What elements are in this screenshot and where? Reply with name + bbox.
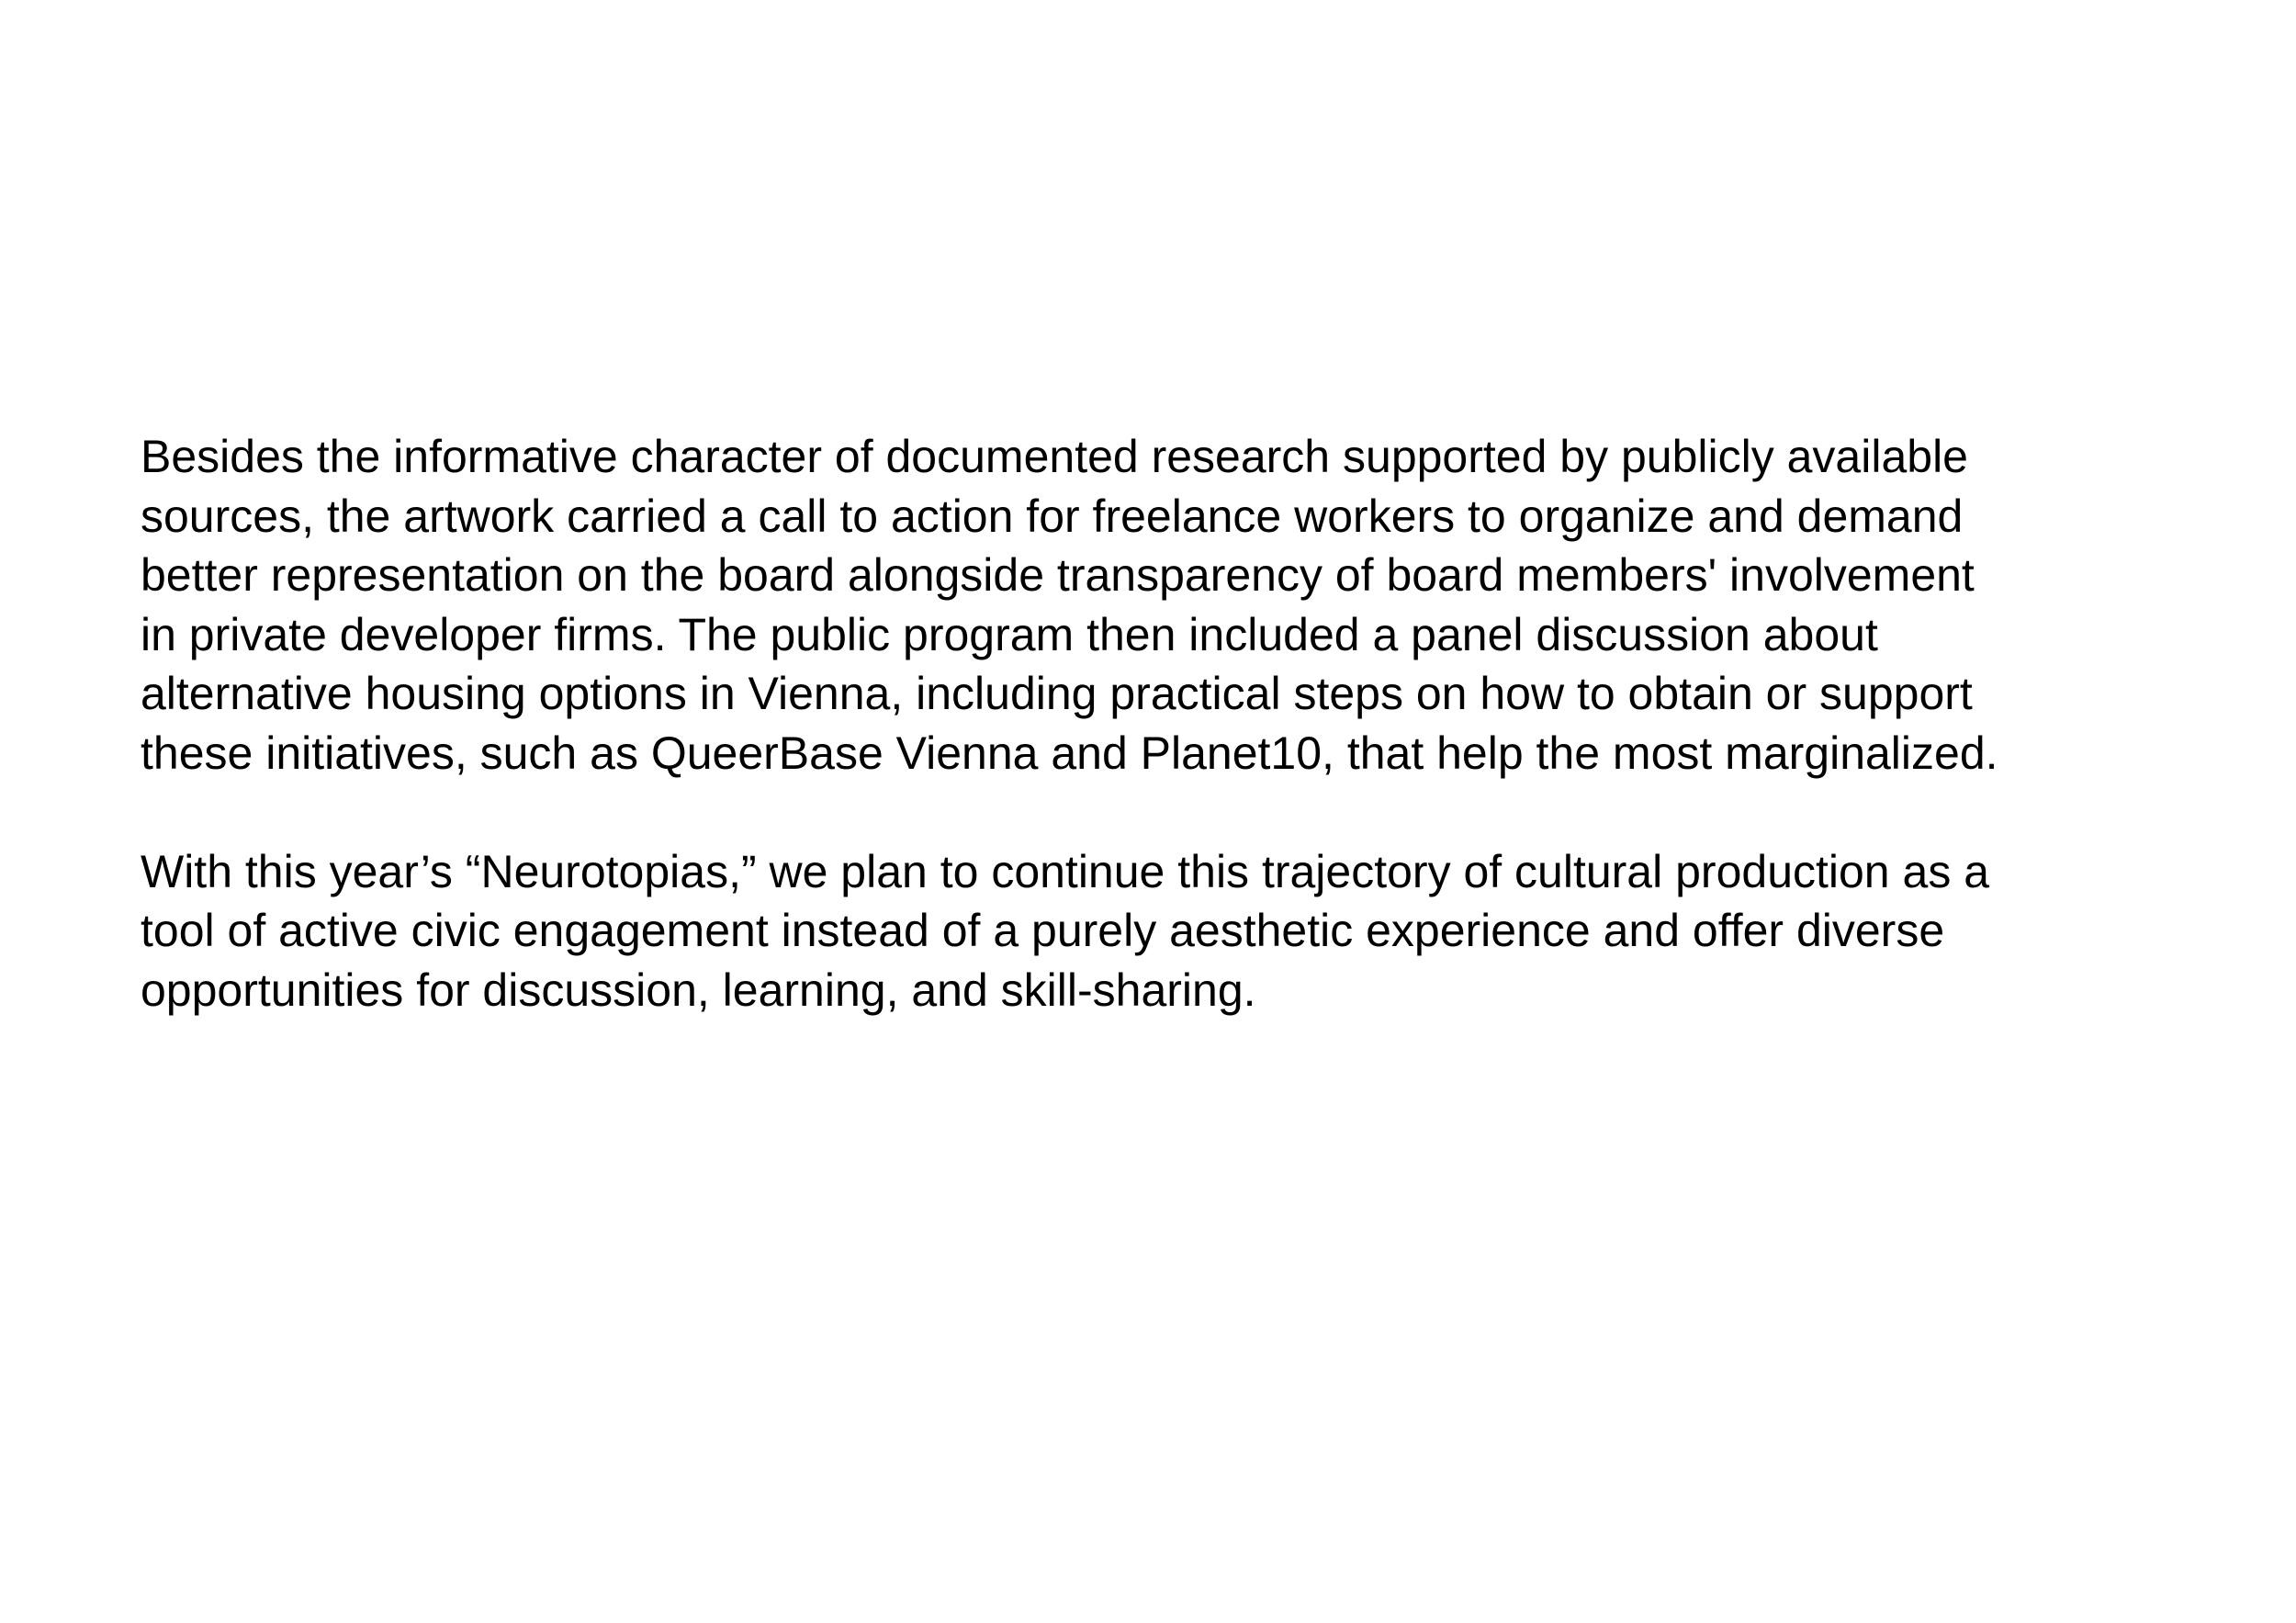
paragraph-2-line-2: tool of active civic engagement instead of a purely aesthetic experience and offer diverse — [141, 905, 1945, 956]
paragraph-1-line-2: sources, the artwork carried a call to action for freelance workers to organize and demand — [141, 490, 1964, 542]
paragraph-1-line-3: better representation on the board alongside transparency of board members' involvement — [141, 549, 1975, 601]
paragraph-1-line-5: alternative housing options in Vienna, including practical steps on how to obtain or support — [141, 668, 1973, 719]
paragraph-2 — [141, 842, 2253, 1020]
paragraph-2-line-1: With this year’s “Neurotopias,” we plan to continue this trajectory of cultural production as a — [141, 845, 1990, 897]
paragraph-1-line-1: Besides the informative character of documented research supported by publicly available — [141, 431, 1968, 482]
paragraph-1-line-4: in private developer firms. The public program then included a panel discussion about — [141, 608, 1878, 660]
paragraph-1-line-6: these initiatives, such as QueerBase Vienna and Planet10, that help the most marginalized. — [141, 727, 1998, 779]
document-body — [141, 427, 2253, 1020]
paragraph-1 — [141, 427, 2253, 783]
paragraph-2-line-3: opportunities for discussion, learning, and skill-sharing. — [141, 964, 1256, 1016]
